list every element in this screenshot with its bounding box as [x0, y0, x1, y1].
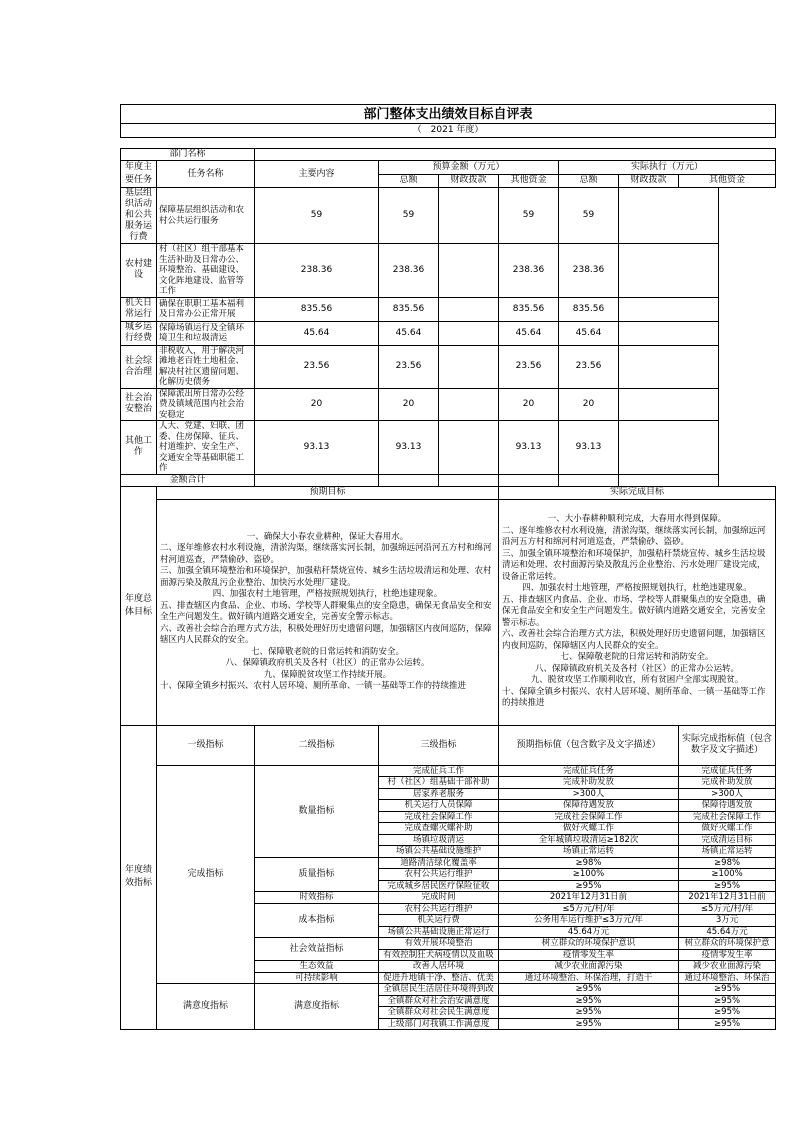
total-budget-fiscal — [379, 474, 439, 486]
kpi-level3: 完成城乡居民医疗保险征收 — [379, 880, 499, 892]
kpi-planned: ≤5万元/村/年 — [499, 903, 679, 915]
total-label: 金额合计 — [121, 474, 255, 486]
kpi-actual: ≥100% — [679, 869, 776, 881]
goal-item: 三、加强全镇环境整治和环境保护，加强秸秆禁烧宣传、城乡生活垃圾清运和处理、农村面源污染及散乱污企业整治、加快污水处理厂建设。 — [160, 566, 492, 588]
actual-other — [619, 297, 719, 321]
kpi-planned: ≥95% — [499, 995, 679, 1007]
kpi-planned: 做好灭螺工作 — [499, 823, 679, 835]
kpi-level3: 场镇公共基础设施维护 — [379, 846, 499, 858]
year-label: （ 2021 年度） — [121, 124, 776, 138]
kpi-actual: 2021年12月31日前 — [679, 892, 776, 904]
kpi-actual: 完成补助发放 — [679, 777, 776, 789]
goal-item: 十、保障全镇乡村振兴、农村人居环境、厕所革命、一镇一基础等工作的持续推进 — [160, 681, 467, 691]
budget-other — [439, 388, 499, 421]
kpi-level2-timeliness: 时效指标 — [255, 892, 379, 904]
task-content: 保障基层组织活动和农村公共运行服务 — [157, 188, 255, 244]
goal-item: 六、改善社会综合治理方式方法，积极处理好历史遗留问题，加强辖区内夜间巡防，保障辖区内人民群众的安全。 — [502, 629, 766, 651]
actual-total: 20 — [499, 388, 559, 421]
kpi-planned: >300人 — [499, 788, 679, 800]
kpi-planned: 保障待遇发放 — [499, 800, 679, 812]
kpi-level3-header: 三级指标 — [379, 725, 499, 765]
budget-fiscal: 238.36 — [379, 244, 439, 298]
budget-total: 59 — [255, 188, 379, 244]
actual-total-header: 总额 — [559, 174, 619, 188]
kpi-satisfaction-label: 满意度指标 — [157, 984, 255, 1030]
kpi-level3: 机关运行人员保障 — [379, 800, 499, 812]
kpi-planned: 完成社会保障工作 — [499, 811, 679, 823]
kpi-planned: 45.64万元 — [499, 926, 679, 938]
budget-other-header: 其他资金 — [499, 174, 559, 188]
kpi-actual: ≥95% — [679, 880, 776, 892]
task-name: 基层组织活动和公共服务运行费 — [121, 188, 157, 244]
kpi-actual: 完成清运目标 — [679, 834, 776, 846]
goal-item: 九、脱贫攻坚工作顺利收官，所有贫困户全部实现脱贫。 — [530, 675, 744, 686]
kpi-level1-header: 一级指标 — [157, 725, 255, 765]
kpi-complete-label: 完成指标 — [157, 765, 255, 984]
kpi-actual: 45.64万元 — [679, 926, 776, 938]
kpi-level3: 有效开展环境整治 — [379, 938, 499, 950]
kpi-actual: 做好灭螺工作 — [679, 823, 776, 835]
kpi-level3: 全镇群众对社会治安满意度 — [379, 995, 499, 1007]
kpi-actual-header: 实际完成指标值（包含数字及文字描述） — [679, 725, 776, 765]
goal-item: 三、加强全镇环境整治和环境保护，加强秸秆禁烧宣传、城乡生活垃圾清运和处理、农村面源污染及散乱污企业整治、污水处理厂建设完成，设备正常运转。 — [502, 548, 766, 582]
actual-fiscal: 23.56 — [559, 345, 619, 388]
kpi-planned: ≥98% — [499, 857, 679, 869]
kpi-actual: 完成社会保障工作 — [679, 811, 776, 823]
actual-fiscal: 45.64 — [559, 321, 619, 345]
kpi-level3: 机关运行费 — [379, 915, 499, 927]
actual-other — [619, 188, 719, 244]
goal-item: 四、加强农村土地管理，严格按照规划执行，杜绝违建现象。 — [522, 583, 752, 594]
actual-total: 45.64 — [499, 321, 559, 345]
budget-other — [439, 244, 499, 298]
kpi-row — [121, 765, 776, 777]
goal-item: 八、保障镇政府机关及各村（社区）的正常办公运转。 — [535, 663, 740, 674]
total-budget-total — [255, 474, 379, 486]
kpi-actual: 场镇正常运转 — [679, 846, 776, 858]
task-name: 其他工作 — [121, 421, 157, 475]
actual-total: 835.56 — [499, 297, 559, 321]
kpi-planned: ≥100% — [499, 869, 679, 881]
actual-other — [619, 321, 719, 345]
kpi-actual: 疫情零发生率 — [679, 949, 776, 961]
kpi-level3: 有效控制狂犬病疫情以及血吸 — [379, 949, 499, 961]
kpi-actual: >300人 — [679, 788, 776, 800]
kpi-actual: 通过环境整治、环保治 — [679, 972, 776, 984]
goal-item: 九、保障脱贫攻坚工作持续开展。 — [263, 669, 392, 680]
task-content: 人大、党建、妇联、团委、住房保障、征兵、村道维护、安全生产、交通安全等基础职能工作 — [157, 421, 255, 475]
kpi-level3: 完成查螺灭螺补助 — [379, 823, 499, 835]
goal-item: 一、大小春耕种顺利完成，大春用水得到保障。 — [547, 514, 727, 525]
kpi-actual: 树立群众的环境保护意 — [679, 938, 776, 950]
actual-fiscal: 238.36 — [559, 244, 619, 298]
task-row — [121, 297, 776, 321]
total-actual-total — [499, 474, 559, 486]
kpi-planned: 通过环境整治、环保治理，打造干 — [499, 972, 679, 984]
kpi-level3: 场镇公共基础设施正常运行 — [379, 926, 499, 938]
kpi-level2-social: 社会效益指标 — [255, 938, 379, 961]
kpi-planned: 公务用车运行维护≤3万元/年 — [499, 915, 679, 927]
kpi-level2-quantity: 数量指标 — [255, 765, 379, 857]
kpi-level3: 上级部门对我镇工作满意度 — [379, 1018, 499, 1030]
kpi-planned: ≥95% — [499, 1007, 679, 1019]
kpi-level3: 完成社会保障工作 — [379, 811, 499, 823]
kpi-planned: 疫情零发生率 — [499, 949, 679, 961]
budget-other — [439, 345, 499, 388]
kpi-level3: 完成征兵工作 — [379, 765, 499, 777]
planned-goals-text — [157, 499, 499, 725]
dept-name-label: 部门名称 — [121, 149, 255, 161]
actual-total: 23.56 — [499, 345, 559, 388]
kpi-actual: 减少农业面源污染 — [679, 961, 776, 973]
total-budget-other — [439, 474, 499, 486]
actual-fiscal: 20 — [559, 388, 619, 421]
kpi-level3: 场镇垃圾清运 — [379, 834, 499, 846]
kpi-planned: ≥95% — [499, 984, 679, 996]
budget-total-header: 总额 — [379, 174, 439, 188]
goal-item: 十、保障全镇乡村振兴、农村人居环境、厕所革命、一镇一基础等工作的持续推进 — [502, 686, 766, 709]
task-row — [121, 321, 776, 345]
kpi-level2-quality: 质量指标 — [255, 857, 379, 892]
kpi-level2-satisfaction: 满意度指标 — [255, 984, 379, 1030]
budget-fiscal: 20 — [379, 388, 439, 421]
section-kpi-label: 年度绩效指标 — [121, 725, 157, 1030]
actual-exec-header: 实际执行（万元） — [559, 161, 776, 175]
total-actual-other — [619, 474, 719, 486]
kpi-level3: 村（社区）组基础干部补助 — [379, 777, 499, 789]
goal-item: 六、改善社会综合治理方式方法，积极处理好历史遗留问题，加强辖区内夜间巡防，保障辖区内人民群众的安全。 — [160, 623, 492, 645]
evaluation-table — [120, 104, 776, 1030]
budget-fiscal: 835.56 — [379, 297, 439, 321]
kpi-actual: 3万元 — [679, 915, 776, 927]
task-name: 社会治安整治 — [121, 388, 157, 421]
kpi-level3: 居家养老服务 — [379, 788, 499, 800]
actual-goals-text — [499, 499, 776, 725]
kpi-level2-sustain: 可持续影响 — [255, 972, 379, 984]
goal-item: 五、排查辖区内食品、企业、市场、学校等人群聚集点的安全隐患，确保无食品安全和安全生产问题发生。做好镇内道路交通安全，完善安全警示标志。 — [502, 594, 766, 628]
page-title: 部门整体支出绩效目标自评表 — [121, 105, 776, 124]
actual-fiscal: 93.13 — [559, 421, 619, 475]
kpi-level2-eco: 生态效益 — [255, 961, 379, 973]
kpi-planned: 2021年12月31日前 — [499, 892, 679, 904]
goal-item: 一、确保大小春农业耕种，保证大春用水。 — [246, 531, 409, 542]
kpi-actual: ≥95% — [679, 995, 776, 1007]
kpi-planned: 场镇正常运转 — [499, 846, 679, 858]
spacer-row — [121, 138, 776, 149]
kpi-level3: 道路清洁绿化覆盖率 — [379, 857, 499, 869]
kpi-level3: 农村公共运行维护 — [379, 903, 499, 915]
kpi-actual: ≥95% — [679, 984, 776, 996]
budget-header: 预算金额（万元） — [379, 161, 559, 175]
budget-fiscal: 59 — [379, 188, 439, 244]
actual-other — [619, 345, 719, 388]
task-name: 城乡运行经费 — [121, 321, 157, 345]
task-name: 机关日常运行 — [121, 297, 157, 321]
kpi-planned: ≥95% — [499, 1018, 679, 1030]
budget-total: 45.64 — [255, 321, 379, 345]
budget-other — [439, 188, 499, 244]
actual-goals-header: 实际完成目标 — [499, 486, 776, 499]
actual-other — [619, 388, 719, 421]
total-actual-fiscal — [559, 474, 619, 486]
actual-other-header: 其他资金 — [679, 174, 776, 188]
task-name: 社会综合治理 — [121, 345, 157, 388]
kpi-level3: 全镇居民生活居住环境得到改 — [379, 984, 499, 996]
task-content: 保障场镇运行及全镇环境卫生和垃圾清运 — [157, 321, 255, 345]
goal-item: 五、排查辖区内食品、企业、市场、学校等人群聚集点的安全隐患，确保无食品安全和安全生产问题发生。做好镇内道路交通安全，完善安全警示标志。 — [160, 600, 492, 622]
task-content: 村（社区）组干部基本生活补助及日常办公、环境整治、基础建设、文化阵地建设、监管等工作 — [157, 244, 255, 298]
goal-item: 七、保障敬老院的日常运转和消防安全。 — [560, 652, 714, 663]
task-row — [121, 244, 776, 298]
budget-fiscal: 23.56 — [379, 345, 439, 388]
budget-other — [439, 421, 499, 475]
actual-total: 59 — [499, 188, 559, 244]
kpi-level2-header: 二级指标 — [255, 725, 379, 765]
task-content: 非税收入，用于解决河滩地老百姓土地租金、解决村社区遗留问题、化解历史债务 — [157, 345, 255, 388]
actual-fiscal-header: 财政拨款 — [619, 174, 679, 188]
budget-fiscal-header: 财政拨款 — [439, 174, 499, 188]
col-task-name: 任务名称 — [157, 161, 255, 188]
kpi-planned: 全年城镇垃圾清运≥182次 — [499, 834, 679, 846]
task-content: 确保在职职工基本福利及日常办公正常开展 — [157, 297, 255, 321]
budget-total: 23.56 — [255, 345, 379, 388]
col-main-content: 主要内容 — [255, 161, 379, 188]
kpi-actual: ≤5万元/村/年 — [679, 903, 776, 915]
kpi-planned: 树立群众的环境保护意识 — [499, 938, 679, 950]
task-row — [121, 421, 776, 475]
kpi-level3: 促进升地镇干净、整洁、优美 — [379, 972, 499, 984]
kpi-actual: ≥95% — [679, 1007, 776, 1019]
actual-other — [619, 421, 719, 475]
task-row — [121, 188, 776, 244]
kpi-actual: ≥95% — [679, 1018, 776, 1030]
kpi-level2-cost: 成本指标 — [255, 903, 379, 938]
planned-goals-header: 预期目标 — [157, 486, 499, 499]
kpi-level3: 完成时间 — [379, 892, 499, 904]
task-row — [121, 388, 776, 421]
kpi-level3: 改善人居环境 — [379, 961, 499, 973]
kpi-row — [121, 984, 776, 996]
budget-total: 93.13 — [255, 421, 379, 475]
kpi-level3: 全镇群众对社会民生满意度 — [379, 1007, 499, 1019]
budget-other — [439, 297, 499, 321]
kpi-actual: 完成征兵任务 — [679, 765, 776, 777]
budget-fiscal: 93.13 — [379, 421, 439, 475]
kpi-actual: 保障待遇发放 — [679, 800, 776, 812]
section-goals-label: 年度总体目标 — [121, 486, 157, 725]
kpi-planned: 完成补助发放 — [499, 777, 679, 789]
kpi-level3: 农村公共运行维护 — [379, 869, 499, 881]
actual-total: 238.36 — [499, 244, 559, 298]
budget-fiscal: 45.64 — [379, 321, 439, 345]
task-content: 保障派出所日常办公经费及镇域范围内社会治安稳定 — [157, 388, 255, 421]
task-row — [121, 345, 776, 388]
actual-other — [619, 244, 719, 298]
kpi-planned: ≥95% — [499, 880, 679, 892]
budget-total: 238.36 — [255, 244, 379, 298]
actual-total: 93.13 — [499, 421, 559, 475]
section-tasks-label: 年度主要任务 — [121, 161, 157, 188]
budget-total: 20 — [255, 388, 379, 421]
task-name: 农村建设 — [121, 244, 157, 298]
goal-item: 二、逐年维修农村水利设施，清淤沟渠，继续落实河长制，加强绵远河沿河五方村和绵河村河道巡查，严禁偷砂、盗砂。 — [160, 543, 492, 565]
evaluation-sheet — [120, 104, 775, 1030]
kpi-planned: 减少农业面源污染 — [499, 961, 679, 973]
budget-other — [439, 321, 499, 345]
goal-item: 八、保障镇政府机关及各村（社区）的正常办公运转。 — [225, 658, 430, 668]
goal-item: 二、逐年维修农村水利设施，清淤沟渠，继续落实河长制，加强绵远河沿河五方村和绵河村河道巡查，严禁偷砂、盗砂。 — [502, 525, 766, 548]
kpi-planned: 完成征兵任务 — [499, 765, 679, 777]
actual-fiscal: 59 — [559, 188, 619, 244]
actual-fiscal: 835.56 — [559, 297, 619, 321]
kpi-actual: ≥98% — [679, 857, 776, 869]
dept-name-value — [255, 149, 776, 161]
budget-total: 835.56 — [255, 297, 379, 321]
goal-item: 七、保障敬老院的日常运转和消防安全。 — [250, 646, 404, 657]
kpi-planned-header: 预期指标值（包含数字及文字描述） — [499, 725, 679, 765]
goal-item: 四、加强农村土地管理，严格按照规划执行，杜绝违建现象。 — [212, 589, 443, 599]
